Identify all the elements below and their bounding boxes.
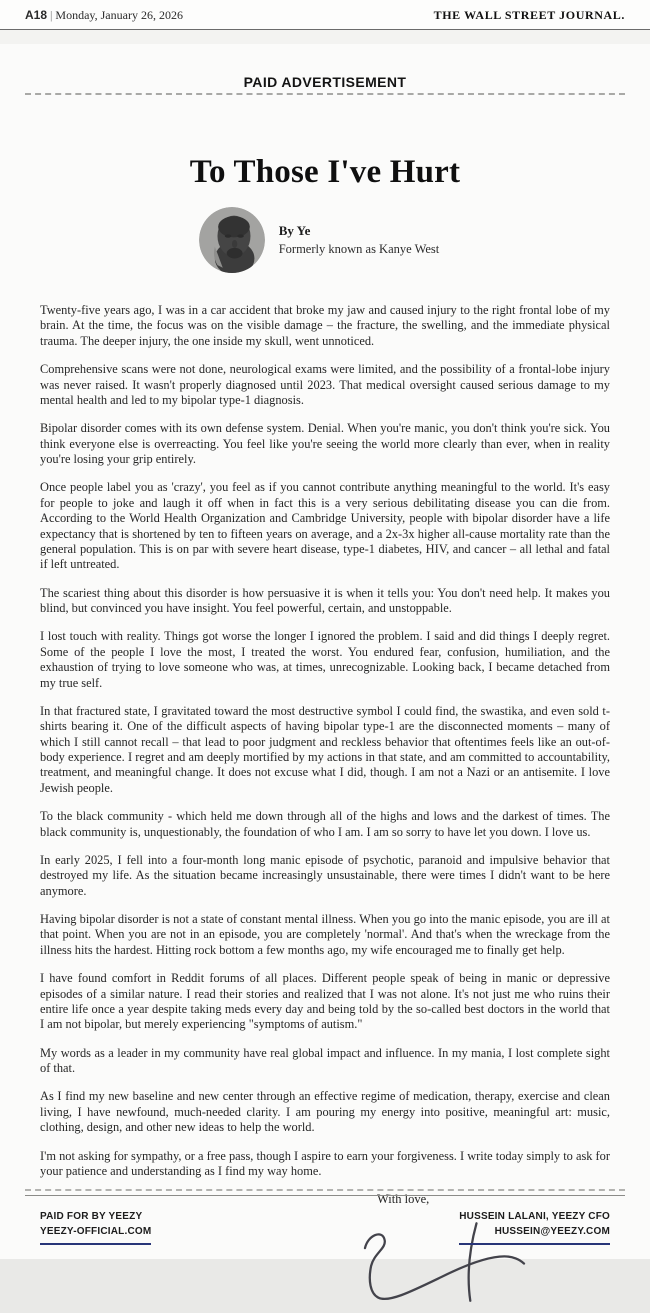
article-body [0,303,650,1179]
byline-subtitle: Formerly known as Kanye West [278,242,440,256]
dashed-rule [25,1189,625,1191]
author-portrait-graphic [199,207,265,273]
cfo-name: HUSSEIN LALANI, YEEZY CFO [459,1211,610,1222]
cfo-email: HUSSEIN@YEEZY.COM [494,1225,610,1237]
page-number: A18 [25,8,48,22]
paragraph: Having bipolar disorder is not a state of constant mental illness. When you go into the manic episode, you are ill at that point. When you are not in an episode, you are completely 'normal'. And that's when the wreckage from the illness hits the hardest. Hitting rock bottom a few months ago, my wife encouraged me to finally get help. [40,912,610,957]
author-photo [199,207,265,273]
footer [25,1189,625,1245]
masthead-separator: | [50,8,53,22]
closing-salutation: With love, [377,1192,430,1207]
paragraph: Comprehensive scans were not done, neurological exams were limited, and the possibility of a frontal-lobe injury was never raised. It wasn't properly diagnosed until 2023. That medical oversight caused serious damage to my mental health and led to my bipolar type-1 diagnosis. [40,362,610,407]
paragraph: In early 2025, I fell into a four-month long manic episode of psychotic, paranoid and impulsive behavior that destroyed my life. As the situation became increasingly unsustainable, there were times I didn't want to be here anymore. [40,852,610,898]
paragraph: To the black community - which held me down through all of the highs and lows and the darkest of times. The black community is, unquestionably, the foundation of who I am. I am so sorry to have let you down. I love us. [40,809,610,839]
paragraph: The scariest thing about this disorder is how persuasive it is when it tells you: You don't need help. It makes you blind, but convinced you have insight. You feel powerful, certain, and unstoppable. [40,585,610,615]
masthead [0,0,650,30]
masthead-date: Monday, January 26, 2026 [55,8,183,22]
footer-right [459,1210,610,1245]
paragraph: Twenty-five years ago, I was in a car accident that broke my jaw and caused injury to the right frontal lobe of my brain. At the time, the focus was on the visible damage – the fracture, the swelling, and the immediate physical trauma. The deeper injury, the one inside my skull, went unnoticed. [40,303,610,348]
paid-advertisement-label: PAID ADVERTISEMENT [243,74,407,90]
paragraph: My words as a leader in my community have real global impact and influence. In my mania, I lost complete sight of that. [40,1045,610,1075]
scan-shade-band [0,30,650,44]
paragraph: As I find my new baseline and new center through an effective regime of medication, therapy, exercise and clean living, I have newfound, much-needed clarity. I am pouring my energy into positive, meaningful art: music, clothing, design, and other new ideas to help the world. [40,1089,610,1135]
article-title: To Those I've Hurt [189,154,461,190]
paragraph: In that fractured state, I gravitated toward the most destructive symbol I could find, the swastika, and even sold t-shirts bearing it. One of the difficult aspects of having bipolar type-1 are the disconnected moments – many of which I still cannot recall – that lead to poor judgment and reckless behavior that oftentimes feels like an out-of-body experience. I regret and am deeply mortified by my actions in that state, and am committed to accountability, treatment, and meaningful change. It does not excuse what I did, though. I am not a Nazi or an antisemite. I love Jewish people. [40,703,610,795]
paragraph: I have found comfort in Reddit forums of all places. Different people speak of being in manic or depressive episodes of a similar nature. I read their stories and realized that I was not alone. It's not just me who ruins their entire life once a year despite taking meds every day and being told by the so-called best doctors in the world that I am not bipolar, but merely experiencing "symptoms of autism." [40,971,610,1032]
byline-text [279,223,440,257]
solid-rule [25,1195,625,1196]
dashed-rule [25,93,625,95]
footer-left [40,1210,151,1245]
paid-for-by-label: PAID FOR BY YEEZY [40,1211,143,1222]
masthead-left [25,8,183,23]
paragraph: I lost touch with reality. Things got worse the longer I ignored the problem. I said and did things I deeply regret. Some of the people I love the most, I treated the worst. You endured fear, confusion, humiliation, and the exhaustion of trying to love someone who was, at times, unrecognizable. Looking back, I became detached from my true self. [40,629,610,690]
yeezy-official-url: YEEZY-OFFICIAL.COM [40,1225,152,1237]
footer-columns [25,1210,625,1245]
paid-advertisement-banner [0,74,650,98]
paragraph: I'm not asking for sympathy, or a free pass, though I aspire to earn your forgiveness. I write today simply to ask for your patience and understanding as I find my way home. [40,1148,611,1178]
paragraph: Bipolar disorder comes with its own defense system. Denial. When you're manic, you don't think you're sick. You think everyone else is overreacting. You feel like you're seeing the world more clearly than ever, when in reality you're losing your grip entirely. [40,421,610,466]
byline [199,207,440,273]
byline-author: By Ye [278,223,311,238]
paper-name: THE WALL STREET JOURNAL. [433,8,625,22]
paragraph: Once people label you as 'crazy', you feel as if you cannot contribute anything meaningful to the world. It's easy for people to joke and laugh it off when in fact this is a very serious debilitating disease you can die from. According to the World Health Organization and Cambridge University, people with bipolar disorder have a life expectancy that is shortened by ten to fifteen years on average, and a 2x-3x higher all-cause mortality rate than the general population. This is on par with severe heart disease, type-1 diabetes, HIV, and cancer – all lethal and fatal if left untreated. [40,480,610,572]
